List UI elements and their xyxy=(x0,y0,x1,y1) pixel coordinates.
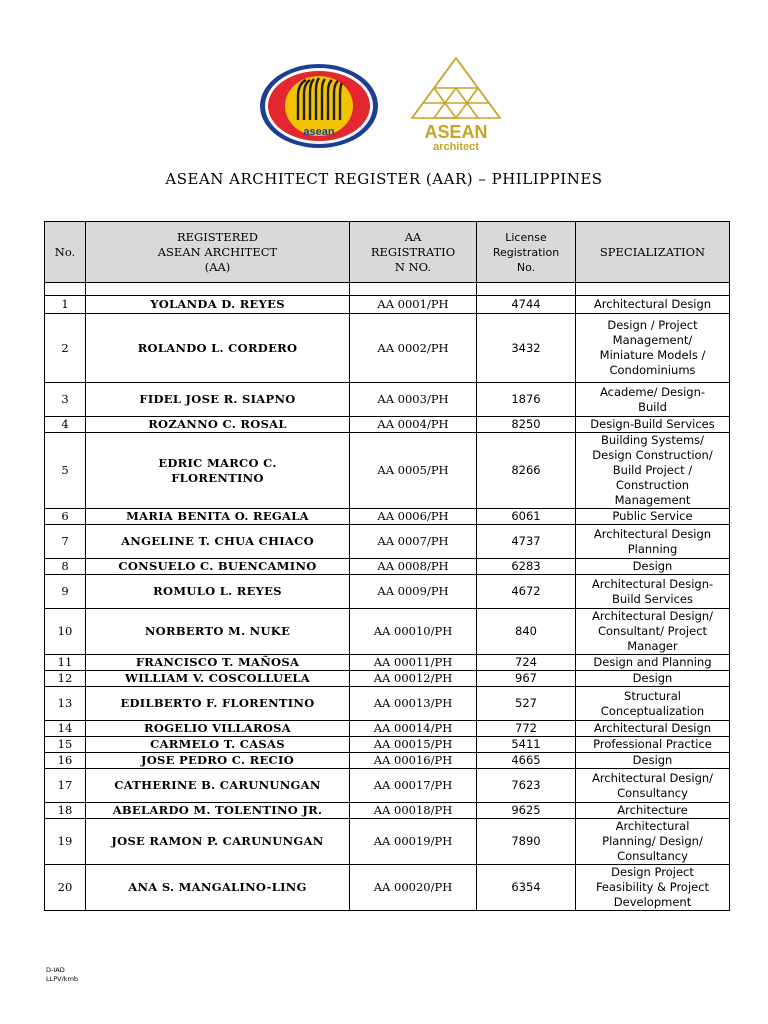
specialization-line: Architectural Design/ xyxy=(591,609,714,623)
table-row xyxy=(45,383,730,417)
specialization xyxy=(576,575,730,609)
architect-name-line: ROLANDO L. CORDERO xyxy=(137,340,298,355)
specialization xyxy=(576,803,730,819)
specialization-line: Consultancy xyxy=(617,849,688,863)
row-number: 15 xyxy=(45,737,86,753)
architect-name xyxy=(86,296,350,314)
header-line: REGISTERED xyxy=(177,229,258,244)
row-number: 17 xyxy=(45,769,86,803)
table-row xyxy=(45,803,730,819)
aa-registration-no: AA 0001/PH xyxy=(350,296,477,314)
aa-registration-no: AA 00016/PH xyxy=(350,753,477,769)
license-no: 724 xyxy=(477,655,576,671)
header-line: No. xyxy=(516,260,536,274)
specialization-line: Academe/ Design- xyxy=(599,384,706,399)
header-no: No. xyxy=(45,222,86,283)
specialization-line: Planning/ Design/ xyxy=(602,834,703,848)
aa-registration-no: AA 00019/PH xyxy=(350,819,477,865)
architect-name xyxy=(86,609,350,655)
architect-name xyxy=(86,559,350,575)
architect-name-line: FLORENTINO xyxy=(171,470,264,485)
specialization-line: Manager xyxy=(627,639,678,653)
architect-name-line: CONSUELO C. BUENCAMINO xyxy=(118,559,317,573)
header-line: N NO. xyxy=(394,259,432,274)
table-row xyxy=(45,559,730,575)
footer-line: D-IAD xyxy=(46,966,65,974)
specialization-line: Build xyxy=(638,399,667,414)
header-line: REGISTRATIO xyxy=(370,244,456,259)
specialization-line: Architectural Design- xyxy=(591,576,714,591)
specialization-line: Management xyxy=(614,493,691,507)
row-number: 3 xyxy=(45,383,86,417)
specialization-line: Condominiums xyxy=(609,363,696,377)
architect-name-line: ROMULO L. REYES xyxy=(153,584,282,598)
aa-registration-no: AA 00011/PH xyxy=(350,655,477,671)
table-row xyxy=(45,753,730,769)
license-no: 1876 xyxy=(477,383,576,417)
aa-registration-no: AA 00010/PH xyxy=(350,609,477,655)
license-no: 6354 xyxy=(477,865,576,911)
header-aa-registration-no xyxy=(350,222,477,283)
specialization-line: Design xyxy=(632,753,673,767)
aa-registration-no: AA 00013/PH xyxy=(350,687,477,721)
specialization-line: Planning xyxy=(627,541,678,556)
specialization-line: Building Systems/ xyxy=(600,433,705,447)
table-row xyxy=(45,525,730,559)
header-license-registration-no xyxy=(477,222,576,283)
specialization-line: Consultancy xyxy=(617,785,688,800)
license-no: 4737 xyxy=(477,525,576,559)
specialization-line: Feasibility & Project xyxy=(595,880,710,894)
specialization xyxy=(576,433,730,509)
table-row xyxy=(45,575,730,609)
table-row xyxy=(45,509,730,525)
aa-registration-no: AA 0007/PH xyxy=(350,525,477,559)
license-no: 7890 xyxy=(477,819,576,865)
aa-registration-no: AA 0005/PH xyxy=(350,433,477,509)
architect-name-line: ROGELIO VILLAROSA xyxy=(144,721,291,735)
row-number: 5 xyxy=(45,433,86,509)
specialization-line: Management/ xyxy=(612,333,693,347)
aa-registration-no: AA 0003/PH xyxy=(350,383,477,417)
license-no: 8250 xyxy=(477,417,576,433)
table-row xyxy=(45,655,730,671)
license-no: 4744 xyxy=(477,296,576,314)
table-body xyxy=(45,283,730,911)
aa-registration-no: AA 00017/PH xyxy=(350,769,477,803)
specialization-line: Design-Build Services xyxy=(590,417,715,431)
row-number: 11 xyxy=(45,655,86,671)
architect-name-line: EDILBERTO F. FLORENTINO xyxy=(120,696,315,710)
specialization-line: Architectural xyxy=(615,819,690,833)
specialization xyxy=(576,753,730,769)
license-no: 4665 xyxy=(477,753,576,769)
row-number: 20 xyxy=(45,865,86,911)
architect-name-line: CATHERINE B. CARUNUNGAN xyxy=(114,778,321,792)
architect-name xyxy=(86,509,350,525)
aa-registration-no: AA 0004/PH xyxy=(350,417,477,433)
aa-registration-no: AA 00020/PH xyxy=(350,865,477,911)
license-no: 840 xyxy=(477,609,576,655)
header-line: AA xyxy=(404,229,422,244)
table-header-row xyxy=(45,222,730,283)
architect-name-line: JOSE PEDRO C. RECIO xyxy=(140,753,295,767)
specialization-line: Construction xyxy=(615,478,690,492)
row-number: 16 xyxy=(45,753,86,769)
architect-name-line: FIDEL JOSE R. SIAPNO xyxy=(139,392,296,406)
footer-note xyxy=(46,966,78,984)
specialization-line: Architectural Design xyxy=(593,297,712,311)
architect-name xyxy=(86,433,350,509)
row-number: 2 xyxy=(45,314,86,383)
architect-name-line: EDRIC MARCO C. xyxy=(158,455,277,470)
architect-name-line: ANA S. MANGALINO-LING xyxy=(128,880,307,894)
table-row xyxy=(45,433,730,509)
architect-name-line: CARMELO T. CASAS xyxy=(150,737,285,751)
header-line: Registration xyxy=(492,245,560,259)
specialization-line: Architecture xyxy=(617,803,688,817)
architect-name-line: ABELARDO M. TOLENTINO JR. xyxy=(112,803,323,817)
specialization xyxy=(576,383,730,417)
row-number: 4 xyxy=(45,417,86,433)
row-number: 12 xyxy=(45,671,86,687)
row-number: 1 xyxy=(45,296,86,314)
specialization-line: Development xyxy=(613,895,692,909)
specialization-line: Public Service xyxy=(612,509,693,523)
architect-name-line: ANGELINE T. CHUA CHIACO xyxy=(121,534,314,548)
architect-name xyxy=(86,865,350,911)
table-row xyxy=(45,737,730,753)
architect-name-line: ROZANNO C. ROSAL xyxy=(148,417,287,431)
row-number: 14 xyxy=(45,721,86,737)
license-no: 8266 xyxy=(477,433,576,509)
architect-name-line: JOSE RAMON P. CARUNUNGAN xyxy=(111,834,324,848)
specialization-line: Miniature Models / xyxy=(599,348,706,362)
license-no: 3432 xyxy=(477,314,576,383)
specialization xyxy=(576,509,730,525)
svg-text:asean: asean xyxy=(303,126,335,138)
row-number: 8 xyxy=(45,559,86,575)
license-no: 6061 xyxy=(477,509,576,525)
specialization xyxy=(576,769,730,803)
aa-registration-no: AA 0009/PH xyxy=(350,575,477,609)
row-number: 18 xyxy=(45,803,86,819)
license-no: 4672 xyxy=(477,575,576,609)
architect-name xyxy=(86,721,350,737)
architect-name xyxy=(86,525,350,559)
page-title: ASEAN ARCHITECT REGISTER (AAR) – PHILIPPINES xyxy=(165,170,603,188)
architect-name xyxy=(86,655,350,671)
row-number: 7 xyxy=(45,525,86,559)
specialization-line: Architectural Design xyxy=(593,721,712,735)
specialization xyxy=(576,314,730,383)
specialization-line: Build Services xyxy=(611,591,694,606)
table-row xyxy=(45,769,730,803)
footer-line: LLPV/kmb xyxy=(46,975,79,983)
logo-area xyxy=(0,54,768,154)
architect-name xyxy=(86,314,350,383)
specialization-line: Design / Project xyxy=(607,318,698,332)
specialization xyxy=(576,671,730,687)
specialization xyxy=(576,559,730,575)
architect-name xyxy=(86,417,350,433)
aa-registration-no: AA 00014/PH xyxy=(350,721,477,737)
specialization-line: Design xyxy=(632,671,673,685)
license-no: 6283 xyxy=(477,559,576,575)
table-row xyxy=(45,865,730,911)
license-no: 967 xyxy=(477,671,576,687)
specialization xyxy=(576,687,730,721)
aa-registration-no: AA 0006/PH xyxy=(350,509,477,525)
architect-name xyxy=(86,687,350,721)
specialization xyxy=(576,865,730,911)
row-number: 10 xyxy=(45,609,86,655)
license-no: 9625 xyxy=(477,803,576,819)
table-row xyxy=(45,671,730,687)
architect-name xyxy=(86,383,350,417)
svg-text:ASEAN: ASEAN xyxy=(424,122,488,142)
license-no: 7623 xyxy=(477,769,576,803)
table-row xyxy=(45,721,730,737)
spacer-row xyxy=(45,283,730,296)
specialization xyxy=(576,525,730,559)
specialization-line: Design Construction/ xyxy=(592,448,713,462)
architect-name xyxy=(86,753,350,769)
architect-name xyxy=(86,769,350,803)
table-row xyxy=(45,417,730,433)
aa-registration-no: AA 00012/PH xyxy=(350,671,477,687)
architect-name xyxy=(86,819,350,865)
aa-registration-no: AA 0008/PH xyxy=(350,559,477,575)
architect-name-line: NORBERTO M. NUKE xyxy=(144,624,291,638)
specialization xyxy=(576,655,730,671)
table-row xyxy=(45,687,730,721)
specialization-line: Architectural Design/ xyxy=(591,770,714,785)
aa-registration-no: AA 0002/PH xyxy=(350,314,477,383)
specialization-line: Design xyxy=(632,559,673,573)
specialization-line: Professional Practice xyxy=(593,737,712,751)
row-number: 9 xyxy=(45,575,86,609)
specialization-line: Architectural Design xyxy=(593,526,712,541)
table-row xyxy=(45,314,730,383)
header-registered-architect xyxy=(86,222,350,283)
specialization-line: Build Project / xyxy=(612,463,693,477)
specialization xyxy=(576,737,730,753)
license-no: 772 xyxy=(477,721,576,737)
specialization xyxy=(576,819,730,865)
table-row xyxy=(45,819,730,865)
license-no: 5411 xyxy=(477,737,576,753)
architect-register-table xyxy=(44,221,730,911)
row-number: 19 xyxy=(45,819,86,865)
specialization-line: Conceptualization xyxy=(600,703,705,718)
row-number: 13 xyxy=(45,687,86,721)
header-line: (AA) xyxy=(204,259,231,274)
specialization-line: Design and Planning xyxy=(593,655,712,669)
header-line: ASEAN ARCHITECT xyxy=(157,244,278,259)
header-line: License xyxy=(505,230,547,244)
table-row xyxy=(45,609,730,655)
asean-architect-logo xyxy=(396,54,516,154)
architect-name-line: YOLANDA D. REYES xyxy=(150,297,285,311)
specialization-line: Consultant/ Project xyxy=(597,624,708,638)
architect-name xyxy=(86,803,350,819)
aa-registration-no: AA 00015/PH xyxy=(350,737,477,753)
architect-name-line: FRANCISCO T. MAÑOSA xyxy=(135,655,300,669)
specialization-line: Structural xyxy=(624,688,681,703)
header-specialization: SPECIALIZATION xyxy=(576,222,730,283)
architect-name-line: MARIA BENITA O. REGALA xyxy=(126,509,309,523)
architect-name xyxy=(86,575,350,609)
architect-name-line: WILLIAM V. COSCOLLUELA xyxy=(124,671,310,685)
specialization xyxy=(576,721,730,737)
asean-emblem-logo xyxy=(258,62,380,150)
architect-name xyxy=(86,671,350,687)
specialization xyxy=(576,609,730,655)
specialization xyxy=(576,417,730,433)
architect-name xyxy=(86,737,350,753)
row-number: 6 xyxy=(45,509,86,525)
license-no: 527 xyxy=(477,687,576,721)
table-row xyxy=(45,296,730,314)
aa-registration-no: AA 00018/PH xyxy=(350,803,477,819)
svg-text:architect: architect xyxy=(433,141,479,153)
specialization-line: Design Project xyxy=(611,865,694,879)
specialization xyxy=(576,296,730,314)
